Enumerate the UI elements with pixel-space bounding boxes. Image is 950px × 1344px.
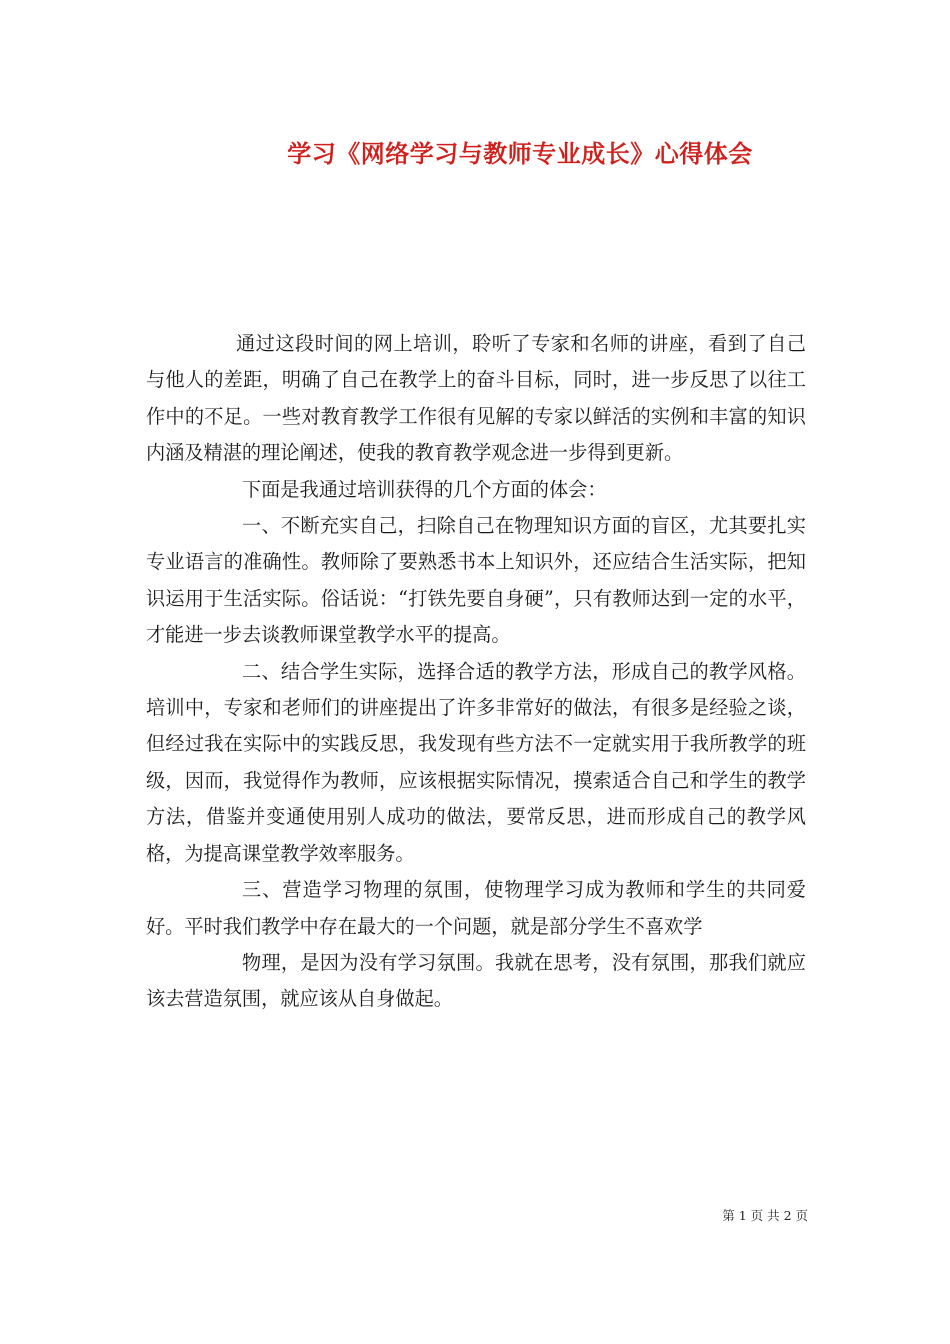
- page-title: 学习《网络学习与教师专业成长》心得体会: [287, 139, 753, 168]
- page-number: 第 1 页 共 2 页: [722, 1208, 808, 1223]
- paragraph-point-three-continued: 物理，是因为没有学习氛围。我就在思考，没有氛围，那我们就应该去营造氛围，就应该从自身做起。: [146, 950, 806, 1011]
- paragraph-overview: 下面是我通过培训获得的几个方面的体会：: [242, 477, 607, 501]
- paragraph-intro: 通过这段时间的网上培训，聆听了专家和名师的讲座，看到了自己与他人的差距，明确了自己在教学上的奋斗目标，同时，进一步反思了以往工作中的不足。一些对教育教学工作很有见解的专家以鲜活的实例和丰富的知识内涵及精湛的理论阐述，使我的教育教学观念进一步得到更新。: [146, 332, 806, 465]
- paragraph-point-one: 一、不断充实自己，扫除自己在物理知识方面的盲区，尤其要扎实专业语言的准确性。教师除了要熟悉书本上知识外，还应结合生活实际，把知识运用于生活实际。俗话说：“打铁先要自身硬”，只有教师达到一定的水平，才能进一步去谈教师课堂教学水平的提高。: [146, 514, 806, 647]
- paragraph-point-two: 二、结合学生实际，选择合适的教学方法，形成自己的教学风格。培训中，专家和老师们的讲座提出了许多非常好的做法，有很多是经验之谈，但经过我在实际中的实践反思，我发现有些方法不一定就实用于我所教学的班级，因而，我觉得作为教师，应该根据实际情况，摸索适合自己和学生的教学方法，借鉴并变通使用别人成功的做法，要常反思，进而形成自己的教学风格，为提高课堂教学效率服务。: [146, 659, 806, 865]
- document-body: [146, 326, 806, 1018]
- paragraph-point-three: 三、营造学习物理的氛围，使物理学习成为教师和学生的共同爱好。平时我们教学中存在最大的一个问题，就是部分学生不喜欢学: [146, 878, 806, 938]
